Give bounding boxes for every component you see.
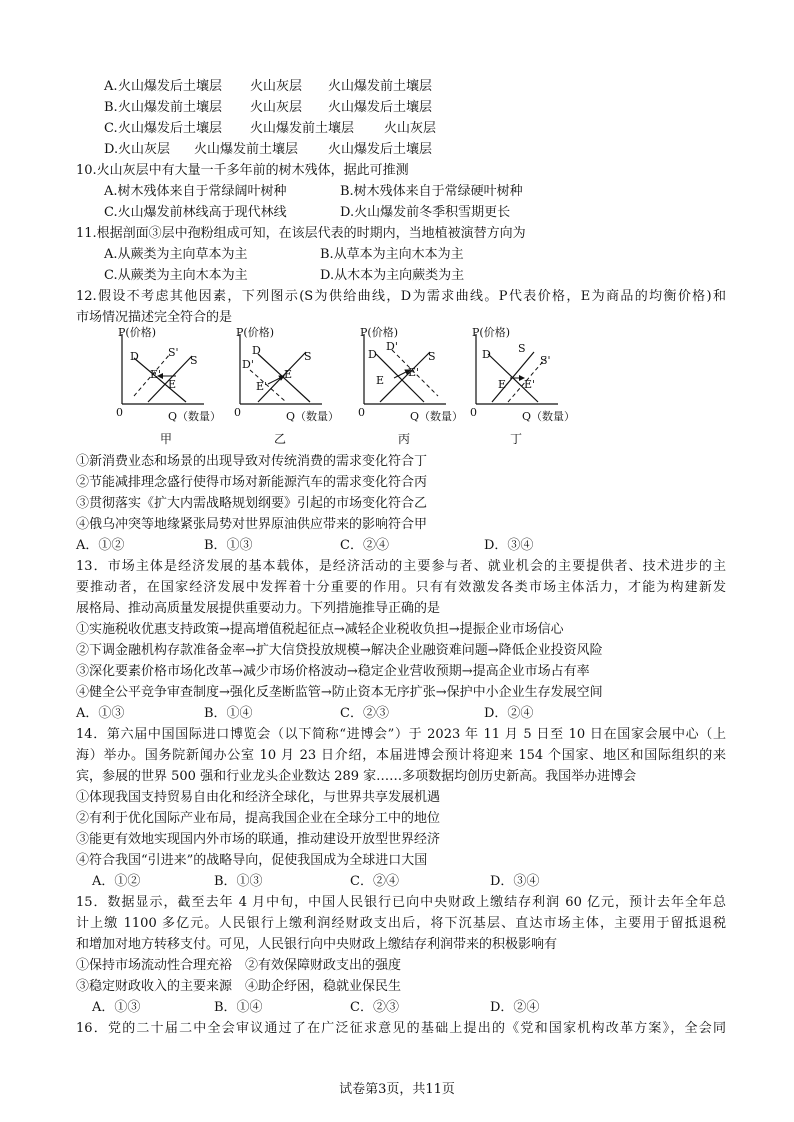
q13-statement: ④健全公平竞争审查制度→强化反垄断监管→防止资本无序扩张→保护中小企业生存发展空间 <box>76 685 603 700</box>
graph-caption: 丙 <box>398 432 411 446</box>
point-label: E' <box>150 368 162 381</box>
q12-statement: ①新消费业态和场景的出现导致对传统消费的需求变化符合丁 <box>76 454 428 469</box>
point-label: E' <box>256 380 268 393</box>
curve-label: D <box>368 348 377 361</box>
supply-demand-graph <box>346 326 458 444</box>
curve-label: S <box>518 342 526 355</box>
q12-stem-line2: 市场情况描述完全符合的是 <box>76 310 233 325</box>
q15-option-b: B．①④ <box>214 1000 263 1015</box>
graph-jia <box>104 326 222 446</box>
q15-stem-line2: 计上缴 1100 多亿元。人民银行上缴利润经财政支出后，将下沉基层、直达市场主体，主要用于留抵退税 <box>76 916 726 931</box>
q13-option-b: B．①④ <box>204 706 253 721</box>
q14-option-d: D．③④ <box>490 874 540 889</box>
y-axis-label: P(价格) <box>118 326 156 339</box>
q9-option-d <box>104 140 433 160</box>
origin-label: 0 <box>358 406 365 419</box>
q14-statement: ④符合我国“引进来”的战略导向，促使我国成为全球进口大国 <box>76 853 428 868</box>
curve-label: S <box>428 350 436 363</box>
q14-option-a: A．①② <box>92 874 141 889</box>
option-item: 火山灰层 <box>118 142 171 157</box>
q9-option-a <box>104 77 433 97</box>
option-item: 火山爆发后土壤层 <box>328 100 433 115</box>
option-item: 火山爆发前土壤层 <box>194 142 299 157</box>
option-item: 火山爆发后土壤层 <box>118 79 223 94</box>
option-label: A. <box>104 79 118 94</box>
graph-caption: 甲 <box>160 432 173 446</box>
y-axis-label: P(价格) <box>236 326 274 339</box>
q13-option-a: A．①③ <box>76 706 125 721</box>
q10-option-c: C.火山爆发前林线高于现代林线 <box>104 205 287 220</box>
q14-statement: ③能更有效地实现国内外市场的联通，推动建设开放型世界经济 <box>76 832 441 847</box>
curve-label: S <box>190 354 198 367</box>
option-item: 火山爆发后土壤层 <box>328 142 433 157</box>
q15-option-d: D．②④ <box>490 1000 540 1015</box>
point-label: E' <box>524 378 536 391</box>
origin-label: 0 <box>116 406 123 419</box>
curve-label: D' <box>242 358 254 371</box>
y-axis-label: P(价格) <box>472 326 510 339</box>
q13-statement: ③深化要素价格市场化改革→减少市场价格波动→稳定企业营收预期→提高企业市场占有率 <box>76 664 590 679</box>
q9-option-c <box>104 119 437 139</box>
x-axis-label: Q（数量） <box>168 410 222 423</box>
x-axis-label: Q（数量） <box>286 410 340 423</box>
q15-option-c: C．②③ <box>350 1000 399 1015</box>
q13-option-c: C．②③ <box>340 706 389 721</box>
q12-statement: ④俄乌冲突等地缘紧张局势对世界原油供应带来的影响符合甲 <box>76 517 428 532</box>
q11-option-a: A.从蕨类为主向草本为主 <box>104 247 248 262</box>
q15-stem-line1: 15．数据显示，截至去年 4 月中旬，中国人民银行已向中央财政上缴结存利润 60 亿元，预计去年全年总 <box>76 895 726 910</box>
option-item: 火山爆发前土壤层 <box>250 121 355 136</box>
q14-option-b: B．①③ <box>214 874 263 889</box>
y-axis-label: P(价格) <box>360 326 398 339</box>
q14-stem-line2: 海）举办。国务院新闻办公室 10 月 23 日介绍，本届进博会预计将迎来 154 个国家、地区和国际组织的来 <box>76 748 726 763</box>
q12-option-d: D．③④ <box>484 538 534 553</box>
curve-label: D' <box>386 340 398 353</box>
option-item: 火山灰层 <box>384 121 437 136</box>
curve-label: D <box>252 344 261 357</box>
option-item: 火山爆发后土壤层 <box>118 121 223 136</box>
point-label: E' <box>408 366 420 379</box>
graph-caption: 乙 <box>274 432 287 446</box>
q15-option-a: A．①③ <box>92 1000 141 1015</box>
q12-stem-line1: 12.假设不考虑其他因素，下列图示(S为供给曲线，D为需求曲线。P代表价格，E为商品的均衡价格)和 <box>76 289 726 304</box>
q14-statement: ②有利于优化国际产业布局，提高我国企业在全球分工中的地位 <box>76 811 441 826</box>
graph-ding <box>458 326 576 446</box>
q12-statement: ③贯彻落实《扩大内需战略规划纲要》引起的市场变化符合乙 <box>76 496 428 511</box>
q11-option-d: D.从木本为主向蕨类为主 <box>320 268 465 283</box>
q10-option-a: A.树木残体来自于常绿阔叶树种 <box>104 184 287 199</box>
option-item: 火山灰层 <box>250 100 303 115</box>
option-item: 火山灰层 <box>250 79 303 94</box>
point-label: E <box>168 378 177 391</box>
option-label: B. <box>104 100 118 115</box>
q13-statement: ②下调金融机构存款准备金率→扩大信贷投放规模→解决企业融资难问题→降低企业投资风险 <box>76 643 603 658</box>
q13-option-d: D．②④ <box>484 706 534 721</box>
supply-curve <box>492 352 534 402</box>
q15-stem-line3: 和增加对地方转移支付。可见，人民银行向中央财政上缴结存利润带来的积极影响有 <box>76 937 558 952</box>
origin-label: 0 <box>234 406 241 419</box>
q10-option-b: B.树木残体来自于常绿硬叶树种 <box>340 184 523 199</box>
graph-bing <box>346 326 464 446</box>
q12-option-c: C．②④ <box>340 538 389 553</box>
q9-option-b <box>104 98 433 118</box>
graph-caption: 丁 <box>510 432 523 446</box>
curve-label: D <box>130 350 139 363</box>
curve-label: S <box>304 350 312 363</box>
point-label: E <box>284 368 293 381</box>
q16-stem-line1: 16．党的二十届二中全会审议通过了在广泛征求意见的基础上提出的《党和国家机构改革方案》，全会同 <box>76 1021 726 1036</box>
supply-demand-graph <box>222 326 334 444</box>
point-label: E <box>498 378 507 391</box>
q11-stem: 11.根据剖面③层中孢粉组成可知，在该层代表的时期内，当地植被演替方向为 <box>76 226 526 241</box>
point-label: E <box>376 374 385 387</box>
supply-curve <box>380 352 430 402</box>
q11-option-b: B.从草本为主向木本为主 <box>320 247 464 262</box>
option-item: 火山爆发前土壤层 <box>328 79 433 94</box>
option-label: D. <box>104 142 119 157</box>
q15-statement: ①保持市场流动性合理充裕 ②有效保障财政支出的强度 <box>76 958 402 973</box>
q15-statement: ③稳定财政收入的主要来源 ④助企纾困，稳就业保民生 <box>76 979 402 994</box>
q14-stem-line3: 宾，参展的世界 500 强和行业龙头企业数达 289 家……多项数据均创历史新高。我国举办进博会 <box>76 769 637 784</box>
q11-option-c: C.从蕨类为主向木本为主 <box>104 268 248 283</box>
q13-statement: ①实施税收优惠支持政策→提高增值税起征点→减轻企业税收负担→提振企业市场信心 <box>76 622 564 637</box>
x-axis-label: Q（数量） <box>410 410 464 423</box>
supply-demand-graph <box>458 326 570 444</box>
q14-stem-line1: 14．第六届中国国际进口博览会（以下简称“进博会”）于 2023 年 11 月 5 日至 10 日在国家会展中心（上 <box>76 727 726 742</box>
option-label: C. <box>104 121 118 136</box>
page-footer: 试卷第3页，共11页 <box>339 1082 455 1097</box>
q13-stem-line3: 展格局、推动高质量发展提供重要动力。下列措施推导正确的是 <box>76 601 441 616</box>
q13-stem-line1: 13．市场主体是经济发展的基本载体，是经济活动的主要参与者、就业机会的主要提供者、技术进步的主 <box>76 559 726 574</box>
option-item: 火山爆发前土壤层 <box>118 100 223 115</box>
q12-statement: ②节能减排理念盛行使得市场对新能源汽车的需求变化符合丙 <box>76 475 428 490</box>
curve-label: S' <box>168 346 179 359</box>
supply-demand-graph <box>104 326 216 444</box>
curve-label: D <box>482 348 491 361</box>
curve-label: S' <box>540 354 551 367</box>
q14-statement: ①体现我国支持贸易自由化和经济全球化，与世界共享发展机遇 <box>76 790 441 805</box>
origin-label: 0 <box>470 406 477 419</box>
q10-stem: 10.火山灰层中有大量一千多年前的树木残体，据此可推测 <box>76 163 409 178</box>
q12-option-b: B．①③ <box>204 538 253 553</box>
q13-stem-line2: 要推动者，在国家经济发展中发挥着十分重要的作用。只有有效激发各类市场主体活力，才能为构建新发 <box>76 580 726 595</box>
graph-yi <box>222 326 340 446</box>
q10-option-d: D.火山爆发前冬季积雪期更长 <box>340 205 511 220</box>
x-axis-label: Q（数量） <box>522 410 576 423</box>
q14-option-c: C．②④ <box>350 874 399 889</box>
q12-option-a: A．①② <box>76 538 125 553</box>
